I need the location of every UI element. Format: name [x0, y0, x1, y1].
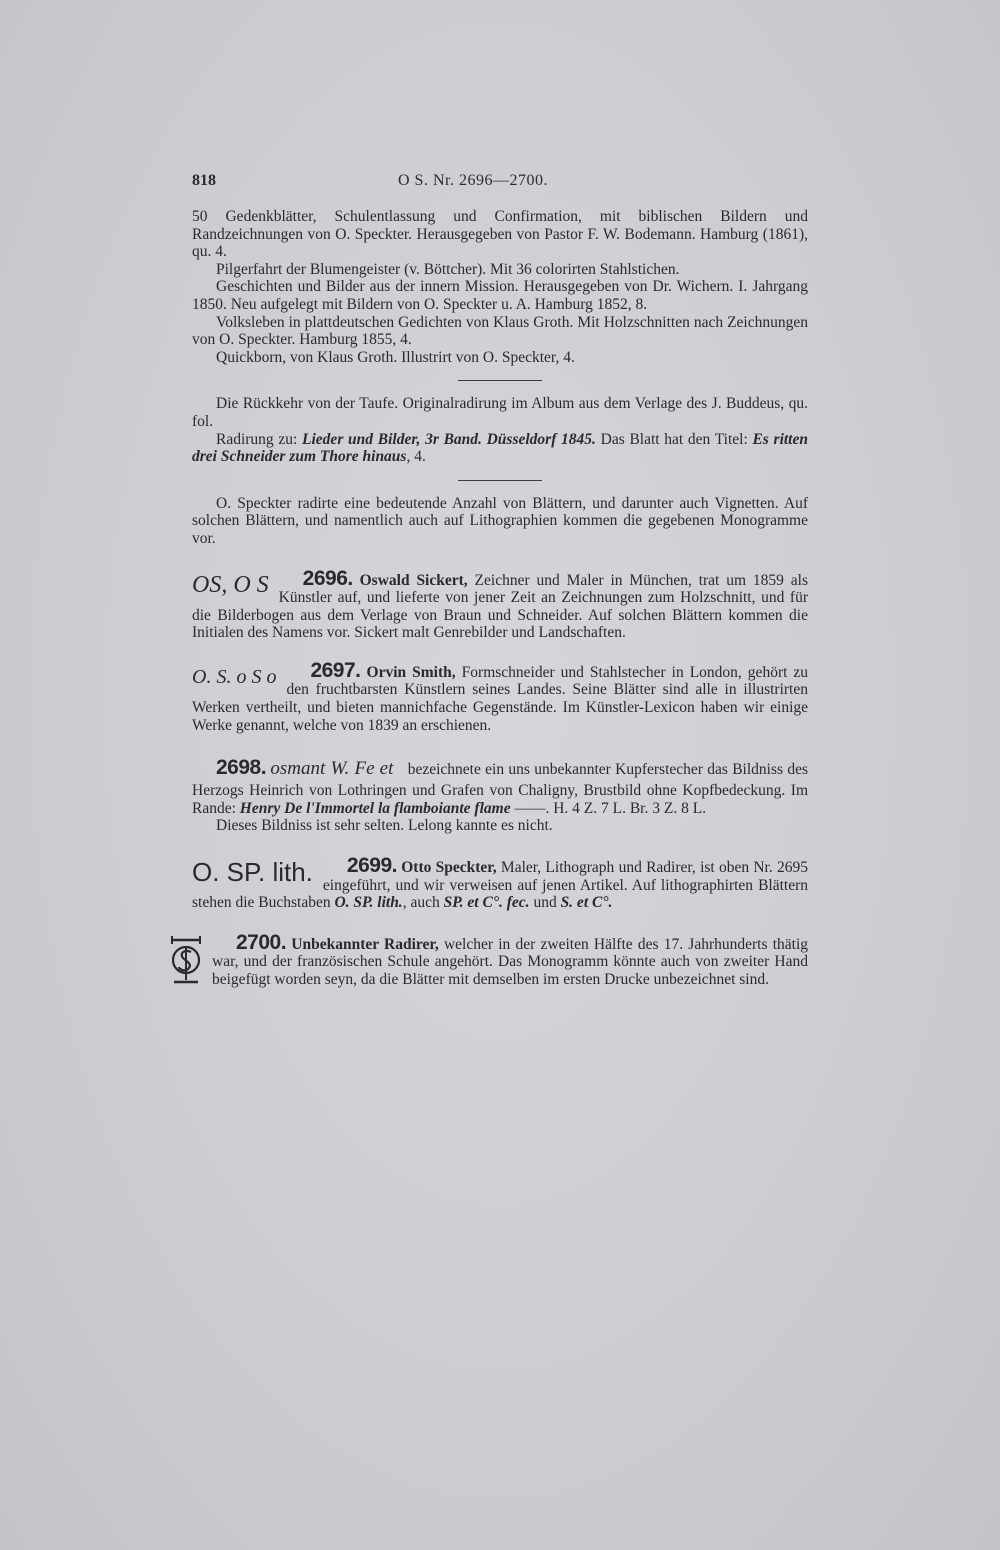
signature-text: S. et C°.	[560, 894, 613, 912]
entry-2696	[192, 566, 808, 642]
entry-text: Zeichner und Maler in München, trat um 1859 als Künstler auf, und lieferte von jener Zeit an Zeichnungen zum Holzschnitt, und für die Bilderbogen aus dem Verlage von Braun und Schneider. Auf solchen Blättern kommen die Initialen des Namens vor. Sickert malt Genrebilder und Landschaften.	[192, 571, 808, 642]
entry-2700	[192, 930, 809, 989]
page-number: 818	[192, 172, 216, 189]
intro-paragraph-4: Volksleben in plattdeutschen Gedichten von Klaus Groth. Mit Holzschnitten nach Zeichnungen von O. Speckter. Hamburg 1855, 4.	[192, 313, 808, 349]
running-title: O S. Nr. 2696—2700.	[398, 172, 548, 189]
intro-paragraph-1: 50 Gedenkblätter, Schulentlassung und Confirmation, mit biblischen Bildern und Randzeichnungen von O. Speckter. Herausgegeben von Pastor F. W. Bodemann. Hamburg (1861), qu. 4.	[192, 208, 808, 261]
entry-note: Dieses Bildniss ist sehr selten. Lelong kannte es nicht.	[216, 817, 553, 835]
intro-paragraph-3: Geschichten und Bilder aus der innern Mission. Herausgegeben von Dr. Wichern. I. Jahrgang 1850. Neu aufgelegt mit Bildern von O. Speckter u. A. Hamburg 1852, 8.	[192, 278, 808, 313]
text-run: Radirung zu:	[216, 430, 303, 448]
inscription: Henry De l'Immortel la flamboiante flame	[239, 799, 511, 817]
book-title: Lieder und Bilder, 3r Band. Düsseldorf 1845.	[302, 430, 596, 448]
artist-name: Unbekannter Radirer,	[291, 935, 439, 953]
entry-number: 2697.	[310, 658, 361, 682]
entry-paragraph	[192, 854, 808, 912]
entry-paragraph	[192, 930, 809, 989]
monogram-mark: osmant W. Fe et	[270, 758, 394, 780]
intro-paragraph-2: Pilgerfahrt der Blumengeister (v. Böttcher). Mit 36 colorirten Stahlstichen.	[216, 260, 680, 278]
section3-paragraph: O. Speckter radirte eine bedeutende Anzahl von Blättern, und darunter auch Vignetten. Auf solchen Blättern, und namentlich auch auf Lithographien kommen die gegebenen Monogramme vor.	[192, 494, 808, 547]
signature-text: SP. et C°. fec.	[443, 894, 530, 912]
entry-2699	[192, 854, 808, 912]
running-head	[192, 172, 808, 194]
monogram-mark: O. SP. lith.	[192, 857, 313, 888]
entry-text: welcher in der zweiten Hälfte des 17. Jahrhunderts thätig war, und der französischen Schule angehört. Das Monogramm könnte auch von zweiter Hand beigefügt worden seyn, da die Blätter mit demselben im ersten Drucke unbezeichnet sind.	[212, 935, 809, 988]
artist-name: Otto Speckter,	[401, 859, 497, 877]
plate-title: Es ritten drei Schneider zum Thore hinaus	[192, 430, 808, 466]
section2-paragraph-1: Die Rückkehr von der Taufe. Originalradirung im Album aus dem Verlage des J. Buddeus, qu. fol.	[192, 395, 808, 430]
section2-paragraph-2	[192, 431, 808, 466]
entry-text: bezeichnete ein uns unbekannter Kupferstecher das Bildniss des Herzogs Heinrich von Lothringen und Grafen von Chaligny, Brustbild ohne Kopfbedeckung. Im Rande:	[192, 761, 808, 817]
divider-rule	[458, 380, 542, 381]
divider-rule	[458, 480, 542, 481]
intro-block	[192, 208, 808, 989]
text-run: Das Blatt hat den Titel:	[595, 430, 753, 448]
entry-number: 2699.	[346, 854, 397, 878]
entry-paragraph	[192, 658, 809, 734]
entry-number: 2700.	[236, 930, 287, 954]
monogram-mark: O. S. o S o	[192, 665, 277, 688]
entry-2697	[192, 658, 809, 734]
entry-paragraph	[192, 756, 808, 817]
text-run: , 4.	[406, 448, 426, 466]
entry-2698	[192, 756, 808, 835]
artist-name: Orvin Smith,	[366, 663, 456, 681]
monogram-emblem-icon	[168, 936, 204, 988]
entry-number: 2696.	[302, 566, 353, 590]
signature-text: O. SP. lith.	[334, 894, 403, 912]
entry-text: und	[529, 894, 561, 912]
entry-text: Formschneider und Stahlstecher in London, gehört zu den fruchtbarsten Künstlern seines Landes. Seine Blätter sind alle in illustrirten Werken vertheilt, und bieten mannichfache Gegenstände. Im Künstler-Lexicon haben wir einige Werke genannt, welche von 1839 an erschienen.	[192, 663, 809, 734]
entry-text: , auch	[402, 894, 444, 912]
intro-paragraph-5: Quickborn, von Klaus Groth. Illustrirt von O. Speckter, 4.	[216, 348, 575, 366]
entry-number: 2698.	[216, 756, 267, 780]
entry-text: ——. H. 4 Z. 7 L. Br. 3 Z. 8 L.	[510, 799, 707, 817]
monogram-mark: OS, O S	[192, 571, 269, 598]
entry-text: Maler, Lithograph und Radirer, ist oben Nr. 2695 eingeführt, und wir verweisen auf jenen Artikel. Auf lithographirten Blättern stehen die Buchstaben	[192, 859, 808, 912]
artist-name: Oswald Sickert,	[359, 571, 468, 589]
entry-paragraph	[192, 566, 808, 642]
